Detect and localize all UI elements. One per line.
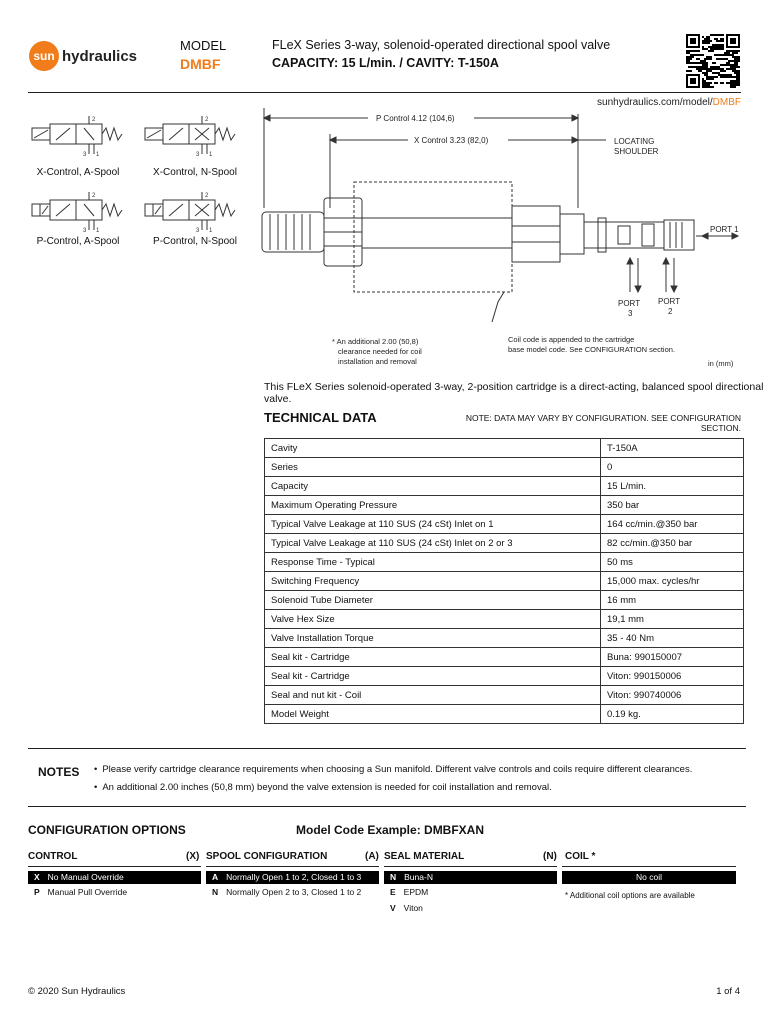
spool-option[interactable]: N Normally Open 2 to 3, Closed 1 to 2 [212, 887, 362, 897]
spec-value: 35 - 40 Nm [601, 629, 744, 648]
spec-name: Solenoid Tube Diameter [265, 591, 601, 610]
seal-option[interactable]: E EPDM [390, 887, 429, 897]
spec-name: Seal and nut kit - Coil [265, 686, 601, 705]
table-row [265, 572, 744, 591]
spec-name: Capacity [265, 477, 601, 496]
spec-value: 164 cc/min.@350 bar [601, 515, 744, 534]
svg-text:2: 2 [205, 193, 209, 199]
table-row [265, 496, 744, 515]
svg-text:2: 2 [92, 117, 96, 123]
table-row [265, 648, 744, 667]
spec-value: Buna: 990150007 [601, 648, 744, 667]
port-3-label: PORT [618, 299, 641, 308]
units-label: in (mm) [708, 359, 734, 368]
p-control-n-spool-symbol-icon [141, 190, 251, 236]
table-row [265, 458, 744, 477]
seal-column-header: SEAL MATERIAL [384, 851, 465, 862]
svg-text:2: 2 [92, 193, 96, 199]
seal-option-selected[interactable]: N Buna-N [384, 871, 557, 884]
port-2-label: PORT [658, 297, 681, 306]
spec-name: Valve Installation Torque [265, 629, 601, 648]
x-control-a-spool-symbol-icon [28, 114, 138, 160]
p-control-dimension: P Control 4.12 (104,6) [376, 114, 455, 123]
coil-footnote: * Additional coil options are available [565, 891, 695, 900]
logo-brand-text: hydraulics [62, 48, 138, 65]
schematic-caption: X-Control, N-Spool [153, 167, 237, 178]
spec-name: Maximum Operating Pressure [265, 496, 601, 515]
spec-value: 50 ms [601, 553, 744, 572]
svg-text:3: 3 [196, 152, 200, 158]
model-url-link[interactable]: sunhydraulics.com/model/DMBF [597, 97, 741, 108]
spec-value: T-150A [601, 439, 744, 458]
spec-value: 15,000 max. cycles/hr [601, 572, 744, 591]
coil-option-selected[interactable]: No coil [562, 871, 736, 884]
svg-text:1: 1 [96, 228, 100, 234]
table-row [265, 629, 744, 648]
table-row [265, 439, 744, 458]
seal-option[interactable]: V Viton [390, 903, 423, 913]
table-row [265, 553, 744, 572]
table-row [265, 591, 744, 610]
spec-name: Valve Hex Size [265, 610, 601, 629]
schematic-caption: P-Control, A-Spool [36, 236, 120, 247]
svg-text:3: 3 [83, 228, 87, 234]
coil-column-header: COIL * [565, 851, 596, 862]
spec-value: Viton: 990740006 [601, 686, 744, 705]
capacity-line: CAPACITY: 15 L/min. / CAVITY: T-150A [272, 56, 499, 70]
table-row [265, 667, 744, 686]
model-code: DMBF [180, 56, 221, 72]
spec-name: Seal kit - Cartridge [265, 667, 601, 686]
spec-value: 350 bar [601, 496, 744, 515]
spec-name: Typical Valve Leakage at 110 SUS (24 cSt) Inlet on 1 [265, 515, 601, 534]
coil-code-note-2: base model code. See CONFIGURATION section. [508, 345, 676, 354]
spec-value: 0.19 kg. [601, 705, 744, 724]
table-row [265, 534, 744, 553]
schematic-caption: P-Control, N-Spool [153, 236, 237, 247]
notes-top-divider [28, 748, 746, 749]
spool-option-selected[interactable]: A Normally Open 1 to 2, Closed 1 to 3 [206, 871, 379, 884]
svg-text:1: 1 [96, 152, 100, 158]
model-code-example: Model Code Example: DMBFXAN [296, 823, 485, 837]
p-control-a-spool-symbol-icon [28, 190, 138, 236]
svg-text:1: 1 [209, 152, 213, 158]
spec-value: 15 L/min. [601, 477, 744, 496]
port-3-number: 3 [628, 309, 633, 318]
product-description: This FLeX Series solenoid-operated 3-way, 2-position cartridge is a direct-acting, balanced spool directional valve. [264, 381, 764, 405]
note-item: • An additional 2.00 inches (50,8 mm) beyond the valve extension is needed for coil installation and removal. [94, 782, 552, 793]
notes-title: NOTES [38, 765, 80, 779]
technical-data-title: TECHNICAL DATA [264, 410, 377, 425]
table-row [265, 515, 744, 534]
note-item: • Please verify cartridge clearance requirements when choosing a Sun manifold. Different valve controls and coils require different clearances. [94, 764, 692, 775]
spec-value: 0 [601, 458, 744, 477]
control-column-header: CONTROL [28, 851, 78, 862]
spec-value: Viton: 990150006 [601, 667, 744, 686]
spec-value: 16 mm [601, 591, 744, 610]
notes-bottom-divider [28, 806, 746, 807]
control-option-selected[interactable]: X No Manual Override [28, 871, 201, 884]
locating-shoulder-label: LOCATING [614, 137, 655, 146]
copyright: © 2020 Sun Hydraulics [28, 986, 126, 997]
cartridge-dimension-drawing [258, 108, 744, 376]
spec-value: 19,1 mm [601, 610, 744, 629]
svg-text:3: 3 [83, 152, 87, 158]
technical-data-table [264, 438, 744, 724]
qr-code-icon[interactable] [686, 34, 740, 88]
control-column-code: (X) [186, 851, 200, 862]
header-divider [28, 92, 741, 93]
logo-sun-text: sun [33, 49, 55, 63]
x-control-n-spool-symbol-icon [141, 114, 251, 160]
spec-name: Seal kit - Cartridge [265, 648, 601, 667]
locating-shoulder-label-2: SHOULDER [614, 147, 659, 156]
table-row [265, 610, 744, 629]
spec-name: Model Weight [265, 705, 601, 724]
control-column-rule [28, 866, 201, 867]
technical-data-note: NOTE: DATA MAY VARY BY CONFIGURATION. SEE CONFIGURATION SECTION. [465, 413, 741, 433]
spec-name: Response Time - Typical [265, 553, 601, 572]
spool-column-code: (A) [365, 851, 379, 862]
port-2-number: 2 [668, 307, 673, 316]
sun-hydraulics-logo [28, 38, 160, 74]
svg-text:3: 3 [196, 228, 200, 234]
coil-column-rule [562, 866, 736, 867]
port-1-label: PORT 1 [710, 225, 739, 234]
table-row [265, 477, 744, 496]
table-row [265, 686, 744, 705]
clearance-note-2: clearance needed for coil [338, 347, 422, 356]
configuration-options-title: CONFIGURATION OPTIONS [28, 823, 186, 837]
clearance-note-3: installation and removal [338, 357, 417, 366]
svg-text:2: 2 [205, 117, 209, 123]
spool-column-header: SPOOL CONFIGURATION [206, 851, 328, 862]
schematic-caption: X-Control, A-Spool [36, 167, 120, 178]
seal-column-rule [384, 866, 557, 867]
product-title: FLeX Series 3-way, solenoid-operated directional spool valve [272, 38, 611, 52]
x-control-dimension: X Control 3.23 (82,0) [414, 136, 489, 145]
spec-value: 82 cc/min.@350 bar [601, 534, 744, 553]
spec-name: Series [265, 458, 601, 477]
page-number: 1 of 4 [716, 986, 740, 997]
spool-column-rule [206, 866, 379, 867]
control-option[interactable]: P Manual Pull Override [34, 887, 128, 897]
svg-text:1: 1 [209, 228, 213, 234]
spec-name: Switching Frequency [265, 572, 601, 591]
seal-column-code: (N) [543, 851, 557, 862]
table-row [265, 705, 744, 724]
spec-name: Cavity [265, 439, 601, 458]
coil-code-note: Coil code is appended to the cartridge [508, 335, 635, 344]
model-label: MODEL [180, 38, 227, 53]
clearance-note: * An additional 2.00 (50,8) [332, 337, 419, 346]
spec-name: Typical Valve Leakage at 110 SUS (24 cSt) Inlet on 2 or 3 [265, 534, 601, 553]
